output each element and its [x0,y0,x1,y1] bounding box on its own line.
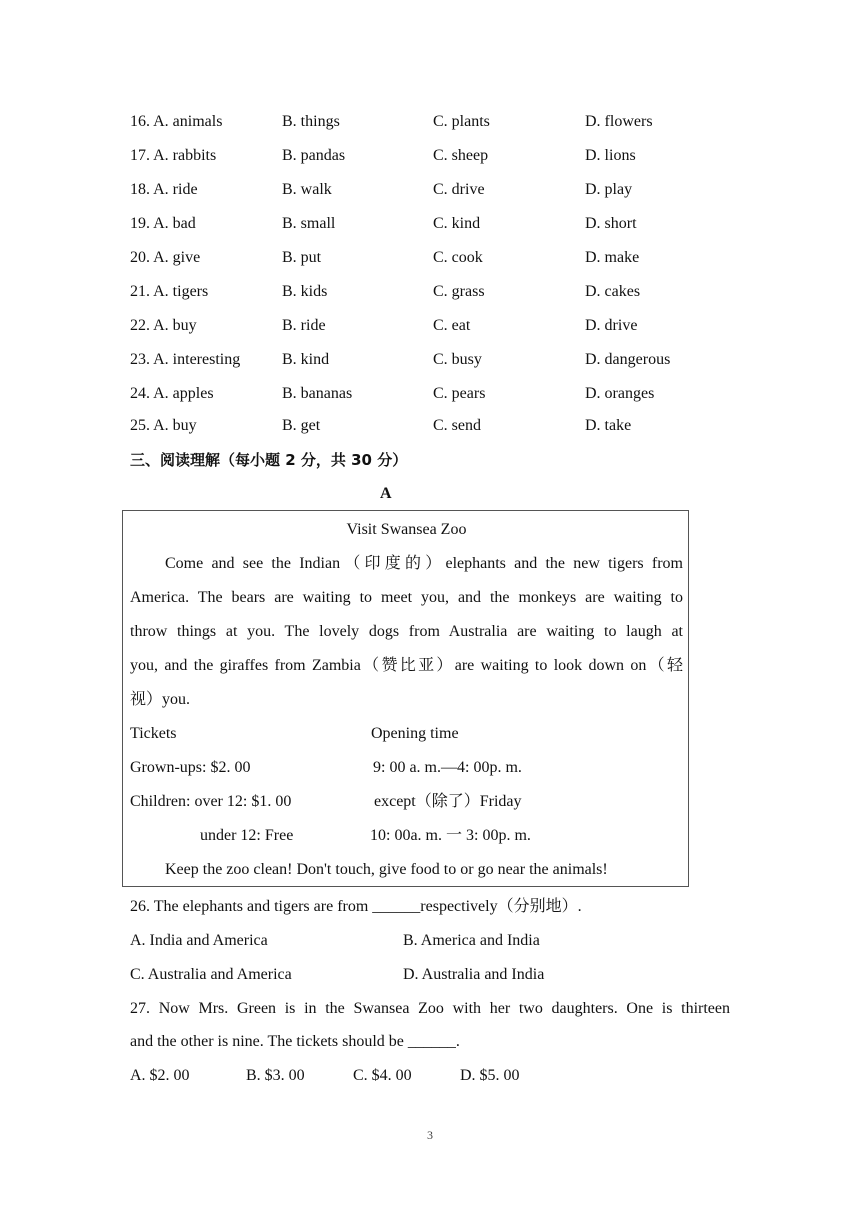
option-a: 23. A. interesting [130,351,241,368]
section-heading: 三、阅读理解（每小题 2 分，共 30 分） [130,451,408,469]
option-d: D. flowers [585,113,653,130]
question-27-line1: 27. Now Mrs. Green is in the Swansea Zoo with her two daughters. One is thirteen [130,1000,730,1017]
q27-option-b: B. $3. 00 [246,1067,305,1084]
option-c: C. plants [433,113,490,130]
option-d: D. play [585,181,633,198]
option-b: B. ride [282,317,326,334]
option-a: 22. A. buy [130,317,197,334]
option-d: D. short [585,215,637,232]
option-a: 24. A. apples [130,385,214,402]
page-number: 3 [427,1128,433,1142]
option-row [130,377,770,411]
option-c: C. drive [433,181,485,198]
option-a: 16. A. animals [130,113,223,130]
option-d: D. dangerous [585,351,671,368]
option-row [130,207,770,241]
option-b: B. put [282,249,322,266]
option-b: B. kind [282,351,330,368]
children-over-12-price: Children: over 12: $1. 00 [130,793,292,810]
option-c: C. grass [433,283,485,300]
notice-line: 视）you. [130,691,191,708]
q27-option-c: C. $4. 00 [353,1067,412,1084]
option-b: B. get [282,417,321,434]
notice-box [122,510,689,887]
notice-line: America. The bears are waiting to meet you, and the monkeys are waiting to [130,589,683,606]
children-under-12-price: under 12: Free [200,827,294,844]
option-c: C. send [433,417,481,434]
option-d: D. make [585,249,640,266]
notice-title: Visit Swansea Zoo [346,521,467,538]
question-27-line2: and the other is nine. The tickets should be ______. [130,1033,460,1050]
option-b: B. small [282,215,336,232]
q26-option-b: B. America and India [403,932,540,949]
option-d: D. cakes [585,283,641,300]
opening-hours-friday: 10: 00a. m. 一 3: 00p. m. [370,827,531,844]
option-b: B. walk [282,181,332,198]
notice-footer: Keep the zoo clean! Don't touch, give food to or go near the animals! [165,861,608,878]
question-26: 26. The elephants and tigers are from ______respectively（分别地）. [130,898,582,915]
option-row [130,309,770,343]
tickets-label: Tickets [130,725,177,742]
grownups-price: Grown-ups: $2. 00 [130,759,251,776]
option-a: 18. A. ride [130,181,198,198]
option-row [130,105,770,139]
notice-line: you, and the giraffes from Zambia（赞比亚）are waiting to look down on（轻 [130,657,683,674]
option-row [130,241,770,275]
option-row [130,409,770,443]
option-a: 21. A. tigers [130,283,209,300]
option-a: 20. A. give [130,249,201,266]
option-row [130,343,770,377]
option-d: D. take [585,417,632,434]
option-b: B. pandas [282,147,346,164]
option-c: C. busy [433,351,482,368]
option-a: 25. A. buy [130,417,197,434]
notice-line: Come and see the Indian（印度的）elephants and the new tigers from [165,555,683,572]
option-d: D. lions [585,147,636,164]
notice-line: throw things at you. The lovely dogs from Australia are waiting to laugh at [130,623,683,640]
opening-time-label: Opening time [371,725,459,742]
option-a: 17. A. rabbits [130,147,217,164]
option-c: C. sheep [433,147,489,164]
except-day: except（除了）Friday [374,793,522,810]
q27-option-a: A. $2. 00 [130,1067,190,1084]
option-c: C. eat [433,317,471,334]
q26-option-c: C. Australia and America [130,966,292,983]
option-d: D. oranges [585,385,655,402]
option-d: D. drive [585,317,638,334]
q26-option-d: D. Australia and India [403,966,545,983]
option-c: C. cook [433,249,483,266]
option-c: C. pears [433,385,486,402]
option-b: B. things [282,113,340,130]
option-row [130,275,770,309]
q27-option-d: D. $5. 00 [460,1067,520,1084]
opening-hours-weekday: 9: 00 a. m.—4: 00p. m. [373,759,522,776]
option-row [130,139,770,173]
q26-option-a: A. India and America [130,932,268,949]
option-b: B. bananas [282,385,353,402]
option-b: B. kids [282,283,328,300]
option-row [130,173,770,207]
passage-label: A [380,485,392,502]
option-a: 19. A. bad [130,215,196,232]
option-c: C. kind [433,215,481,232]
